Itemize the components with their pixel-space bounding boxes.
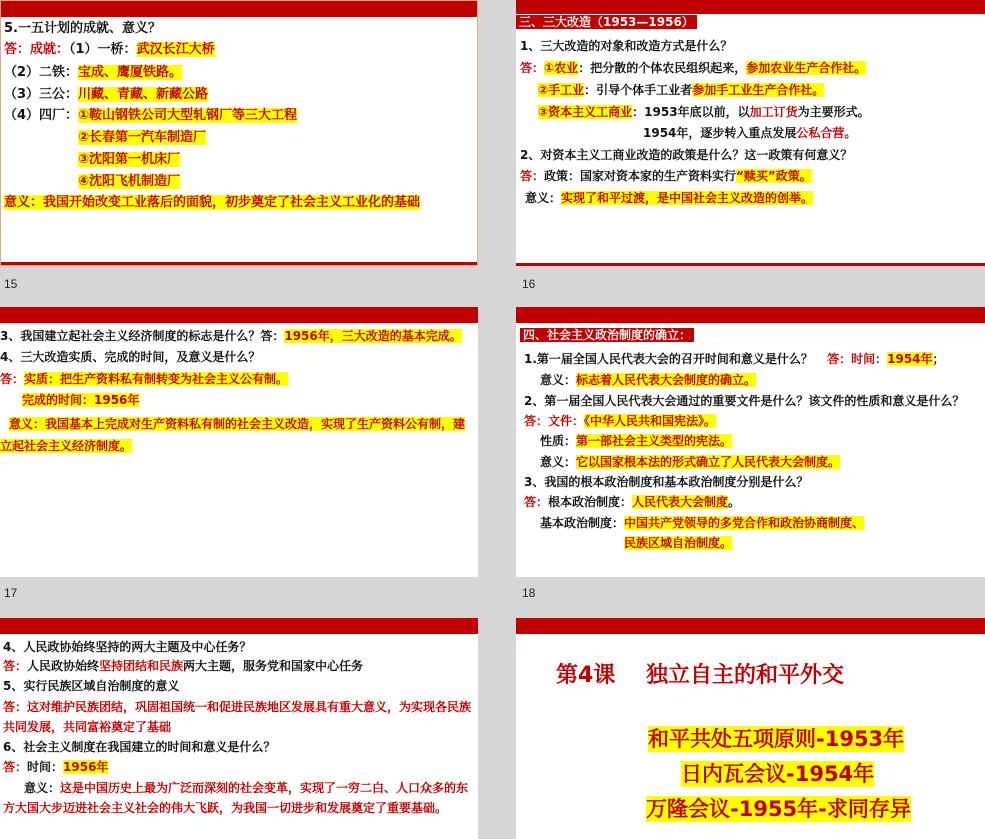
answer-5-line-2: 共同发展，共同富裕奠定了基础 bbox=[3, 720, 172, 734]
lesson-title: 独立自主的和平外交 bbox=[646, 663, 845, 688]
answer-meaning-1 bbox=[9, 416, 465, 432]
answer-6-time bbox=[3, 759, 108, 775]
answer-label: 答： bbox=[524, 495, 549, 509]
highlight-text: 武汉长江大桥 bbox=[136, 42, 215, 57]
answer-fundamental-system bbox=[524, 494, 740, 510]
body-text: 意义： bbox=[540, 455, 577, 469]
answer-label: 答：成就： bbox=[4, 42, 70, 57]
answer-1954 bbox=[643, 125, 856, 141]
question-5: 5、实行民族区域自治制度的意义 bbox=[3, 679, 180, 693]
answer-significance bbox=[540, 454, 840, 470]
body-text: 3、我国建立起社会主义经济制度的标志是什么？答： bbox=[0, 329, 285, 343]
achievement-line-4 bbox=[4, 107, 297, 125]
highlight-text: 参加手工业生产合作社。 bbox=[692, 83, 825, 97]
answer-document bbox=[524, 413, 716, 429]
slide-question: 5.一五计划的成就、意义？ bbox=[4, 21, 161, 36]
answer-basic-system-2 bbox=[624, 535, 732, 551]
answer-6-meaning-2: 方大国大步迈进社会主义社会的伟大飞跃，为我国一切进步和发展奠定了重要基础。 bbox=[3, 801, 448, 815]
highlight-text: 意义：我国基本上完成对生产资料私有制的社会主义改造，实现了生产资料公有制，建 bbox=[9, 417, 466, 431]
slide-number: 16 bbox=[522, 277, 536, 291]
slide-header-bar bbox=[0, 307, 478, 323]
slide-header-bar bbox=[516, 0, 985, 14]
achievement-line-3 bbox=[4, 86, 208, 104]
answer-basic-system-1 bbox=[540, 515, 864, 531]
answer-5-line-1 bbox=[3, 699, 471, 715]
highlight-text: ②手工业 bbox=[538, 83, 585, 97]
achievement-line-6 bbox=[78, 151, 180, 169]
meaning-1 bbox=[540, 372, 756, 388]
red-text: 加工订货 bbox=[749, 105, 798, 119]
red-text: 这是中国历史上最为广泛而深刻的社会变革，实现了一穷二白、人口众多的东 bbox=[60, 781, 469, 795]
highlight-text: 川藏、青藏、新藏公路 bbox=[78, 87, 209, 102]
answer-label: 答： bbox=[3, 760, 28, 774]
highlight-text: 参加农业生产合作社。 bbox=[746, 61, 867, 75]
body-text: 1.第一届全国人民代表大会的召开时间和意义是什么？ bbox=[524, 352, 813, 366]
highlight-text: ③资本主义工商业 bbox=[538, 105, 633, 119]
body-text: ：引导个体手工业者 bbox=[584, 83, 693, 97]
body-text: 为主要形式。 bbox=[797, 105, 870, 119]
answer-meaning bbox=[525, 190, 813, 206]
answer-label: 答： bbox=[3, 700, 28, 714]
highlight-text: 中国共产党领导的多党合作和政治协商制度、 bbox=[624, 516, 865, 530]
highlight-text: 1956年，三大改造的基本完成。 bbox=[284, 329, 462, 343]
question-3 bbox=[0, 328, 462, 344]
body-text: 。 bbox=[728, 495, 741, 509]
slide-header-bar bbox=[0, 618, 478, 634]
highlight-text: 第一部社会主义类型的宪法。 bbox=[576, 434, 733, 448]
achievement-line-7 bbox=[78, 173, 180, 191]
slide-number: 18 bbox=[522, 586, 536, 600]
line-prefix: （1）一桥： bbox=[69, 42, 137, 57]
body-text: 意义： bbox=[540, 373, 577, 387]
slide-bottom-bar bbox=[516, 263, 985, 266]
body-text: 意义： bbox=[525, 191, 562, 205]
section-title bbox=[516, 14, 697, 30]
body-text: 基本政治制度： bbox=[540, 516, 625, 530]
body-text: 时间： bbox=[27, 760, 64, 774]
meaning-line bbox=[4, 194, 420, 212]
topic-line-2: 日内瓦会议-1954年 bbox=[681, 762, 875, 786]
achievement-line-2 bbox=[4, 64, 182, 82]
highlight-text: 1954年 bbox=[887, 352, 933, 366]
question-6: 6、社会主义制度在我国建立的时间和意义是什么？ bbox=[3, 740, 276, 754]
body-text: 1954年，逐步转入重点发展 bbox=[643, 126, 797, 140]
question-3: 3、我国的根本政治制度和基本政治制度分别是什么？ bbox=[524, 475, 809, 489]
answer-time bbox=[22, 392, 139, 408]
section-title-text: 三、三大改造（1953—1956） bbox=[516, 15, 697, 29]
section-title-text: 四、社会主义政治制度的确立： bbox=[520, 328, 694, 342]
body-text: ：1953年底以前，以 bbox=[632, 105, 750, 119]
highlight-text: 《中华人民共和国宪法》。 bbox=[584, 414, 717, 428]
slide-number: 17 bbox=[4, 586, 18, 600]
answer-label: 答：时间： bbox=[827, 352, 888, 366]
answer-meaning-2 bbox=[0, 438, 132, 454]
question-2: 2、对资本主义工商业改造的政策是什么？这一政策有何意义？ bbox=[520, 148, 853, 162]
body-text: 两大主题，服务党和国家中心任务 bbox=[183, 659, 364, 673]
body-text: 人民政协始终 bbox=[27, 659, 100, 673]
body-text: 政策：国家对资本家的生产资料实行 bbox=[544, 169, 737, 183]
lesson-number: 第4课 bbox=[556, 663, 616, 688]
highlight-text: ②长春第一汽车制造厂 bbox=[78, 130, 207, 145]
highlight-text: 实现了和平过渡，是中国社会主义改造的创举。 bbox=[561, 191, 814, 205]
highlight-text: ①鞍山钢铁公司大型轧钢厂等三大工程 bbox=[78, 108, 298, 123]
highlight-text: 意义：我国开始改变工业落后的面貌，初步奠定了社会主义工业化的基础 bbox=[4, 195, 421, 210]
body-text: 根本政治制度： bbox=[548, 495, 633, 509]
slide-number: 15 bbox=[4, 277, 18, 291]
highlight-text: ①农业 bbox=[544, 61, 579, 75]
highlight-text: 实质：把生产资料私有制转变为社会主义公有制。 bbox=[24, 372, 289, 386]
question-4: 4、三大改造实质、完成的时间，及意义是什么？ bbox=[0, 350, 261, 364]
highlight-text: 民族区域自治制度。 bbox=[624, 536, 733, 550]
slide-17[interactable] bbox=[0, 307, 478, 577]
achievement-line-5 bbox=[78, 129, 206, 147]
slide-15[interactable] bbox=[0, 0, 478, 266]
slide-header-bar bbox=[516, 307, 985, 323]
question-4: 4、人民政协始终坚持的两大主题及中心任务？ bbox=[3, 640, 252, 654]
section-title bbox=[520, 327, 694, 343]
question-2: 2、第一届全国人民代表大会通过的重要文件是什么？该文件的性质和意义是什么？ bbox=[524, 394, 965, 408]
highlight-text: 1956年 bbox=[63, 760, 109, 774]
answer-essence bbox=[0, 371, 288, 387]
line-prefix: （3）三公： bbox=[4, 87, 79, 102]
question-1: 1、三大改造的对象和改造方式是什么？ bbox=[520, 39, 733, 53]
red-text: 公私合营。 bbox=[796, 126, 857, 140]
line-prefix: （4）四厂： bbox=[4, 108, 79, 123]
answer-nature bbox=[540, 433, 732, 449]
red-text: 这对维护民族团结，巩固祖国统一和促进民族地区发展具有重大意义，为实现各民族 bbox=[27, 700, 472, 714]
highlight-text: 它以国家根本法的形式确立了人民代表大会制度。 bbox=[576, 455, 841, 469]
body-text: ：把分散的个体农民组织起来， bbox=[578, 61, 747, 75]
body-text: ； bbox=[932, 352, 945, 366]
answer-handicraft bbox=[538, 82, 824, 98]
answer-policy bbox=[520, 168, 812, 184]
topic-line-1: 和平共处五项原则-1953年 bbox=[648, 727, 905, 751]
highlight-text: 标志着人民代表大会制度的确立。 bbox=[576, 373, 757, 387]
answer-label: 答： bbox=[0, 372, 25, 386]
highlight-text: 立起社会主义经济制度。 bbox=[0, 439, 133, 453]
topic-line-3: 万隆会议-1955年-求同存异 bbox=[646, 797, 911, 821]
slide-19[interactable] bbox=[0, 618, 478, 839]
answer-label: 答： bbox=[520, 61, 545, 75]
body-text: 意义： bbox=[24, 781, 61, 795]
highlight-text: 完成的时间：1956年 bbox=[22, 393, 140, 407]
slide-bottom-bar bbox=[1, 262, 477, 265]
slide-18[interactable] bbox=[516, 307, 985, 577]
answer-label: 答：文件： bbox=[524, 414, 585, 428]
slide-header-bar bbox=[516, 618, 985, 634]
highlight-text: “赎买”政策。 bbox=[736, 169, 812, 183]
highlight-text: ④沈阳飞机制造厂 bbox=[78, 174, 181, 189]
question-1 bbox=[524, 351, 945, 367]
answer-6-meaning-1 bbox=[24, 780, 468, 796]
slide-20[interactable] bbox=[516, 618, 985, 839]
line-prefix: （2）二铁： bbox=[4, 65, 79, 80]
answer-agriculture bbox=[520, 60, 866, 76]
highlight-text: 宝成、鹰厦铁路。 bbox=[78, 65, 183, 80]
answer-4 bbox=[3, 658, 363, 674]
answer-label: 答： bbox=[520, 169, 545, 183]
highlight-text: ③沈阳第一机床厂 bbox=[78, 152, 181, 167]
slide-header-bar bbox=[1, 1, 477, 17]
red-text: 坚持团结和民族 bbox=[99, 659, 184, 673]
highlight-text: 人民代表大会制度 bbox=[632, 495, 729, 509]
body-text: 性质： bbox=[540, 434, 577, 448]
answer-capitalist bbox=[538, 104, 870, 120]
answer-label: 答： bbox=[3, 659, 28, 673]
slide-16[interactable] bbox=[516, 0, 985, 266]
achievement-line-1 bbox=[4, 41, 215, 59]
